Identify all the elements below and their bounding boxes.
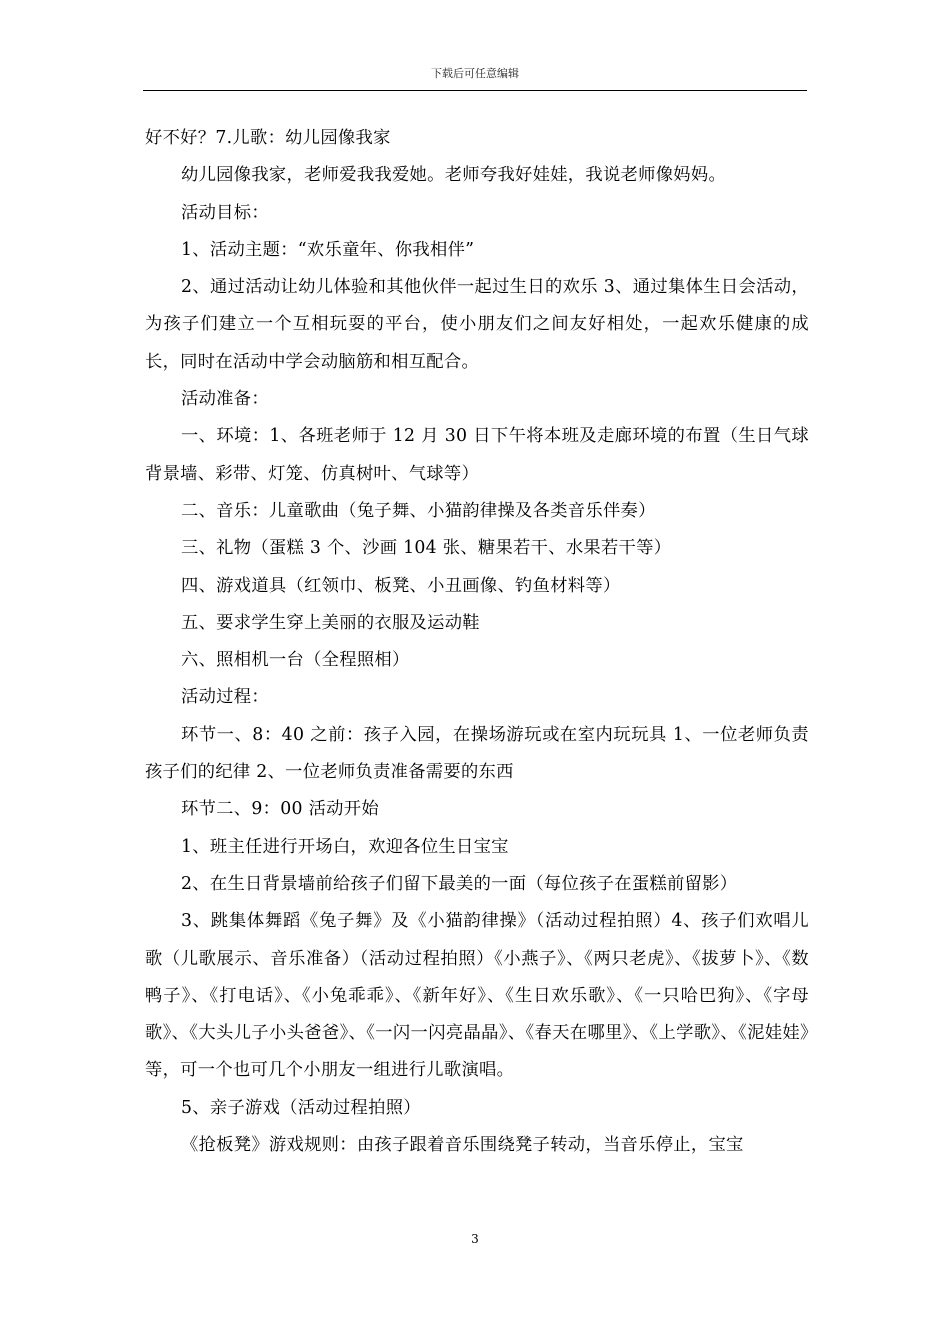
document-body (145, 120, 809, 1164)
paragraph: 活动准备： (181, 389, 269, 410)
paragraph: 二、音乐：儿童歌曲（兔子舞、小猫韵律操及各类音乐伴奏） (181, 500, 656, 521)
paragraph: 活动过程： (181, 687, 269, 708)
page-number: 3 (471, 1232, 479, 1246)
paragraph: 环节二、9：00 活动开始 (181, 799, 379, 820)
paragraph: 一、环境：1、各班老师于 12 月 30 日下午将本班及走廊环境的布置（生日气球背景墙、彩带、灯笼、仿真树叶、气球等） (145, 426, 809, 484)
paragraph: 环节一、8：40 之前：孩子入园，在操场游玩或在室内玩玩具 1、一位老师负责孩子们的纪律 2、一位老师负责准备需要的东西 (145, 724, 809, 783)
paragraph: 《抢板凳》游戏规则：由孩子跟着音乐围绕凳子转动，当音乐停止，宝宝 (181, 1135, 744, 1156)
paragraph: 活动目标： (181, 202, 269, 223)
paragraph: 5、亲子游戏（活动过程拍照） (181, 1097, 421, 1118)
paragraph: 1、班主任进行开场白，欢迎各位生日宝宝 (181, 836, 509, 857)
paragraph: 1、活动主题：“欢乐童年、你我相伴” (181, 239, 475, 260)
paragraph: 三、礼物（蛋糕 3 个、沙画 104 张、糖果若干、水果若干等） (181, 538, 672, 559)
paragraph: 2、通过活动让幼儿体验和其他伙伴一起过生日的欢乐 3、通过集体生日会活动，为孩子们建立一个互相玩耍的平台，使小朋友们之间友好相处，一起欢乐健康的成长，同时在活动中学会动脑筋和相互配合。 (145, 277, 809, 372)
paragraph: 3、跳集体舞蹈《兔子舞》及《小猫韵律操》（活动过程拍照）4、孩子们欢唱儿歌（儿歌展示、音乐准备）（活动过程拍照）《小燕子》、《两只老虎》、《拔萝卜》、《数鸭子》、《打电话》、《小兔乖乖》、《新年好》、《生日欢乐歌》、《一只哈巴狗》、《字母歌》、《大头儿子小头爸爸》、《一闪一闪亮晶晶》、《春天在哪里》、《上学歌》、《泥娃娃》等，可一个也可几个小朋友一组进行儿歌演唱。 (145, 911, 809, 1081)
page-header: 下载后可任意编辑 (431, 67, 519, 80)
paragraph: 2、在生日背景墙前给孩子们留下最美的一面（每位孩子在蛋糕前留影） (181, 873, 738, 894)
paragraph: 好不好？7.儿歌：幼儿园像我家 (145, 128, 391, 148)
paragraph: 幼儿园像我家，老师爱我我爱她。老师夸我好娃娃，我说老师像妈妈。 (181, 165, 727, 186)
paragraph: 五、要求学生穿上美丽的衣服及运动鞋 (181, 612, 480, 633)
header-divider (143, 90, 807, 91)
paragraph: 六、照相机一台（全程照相） (181, 650, 410, 671)
paragraph: 四、游戏道具（红领巾、板凳、小丑画像、钓鱼材料等） (181, 575, 621, 596)
